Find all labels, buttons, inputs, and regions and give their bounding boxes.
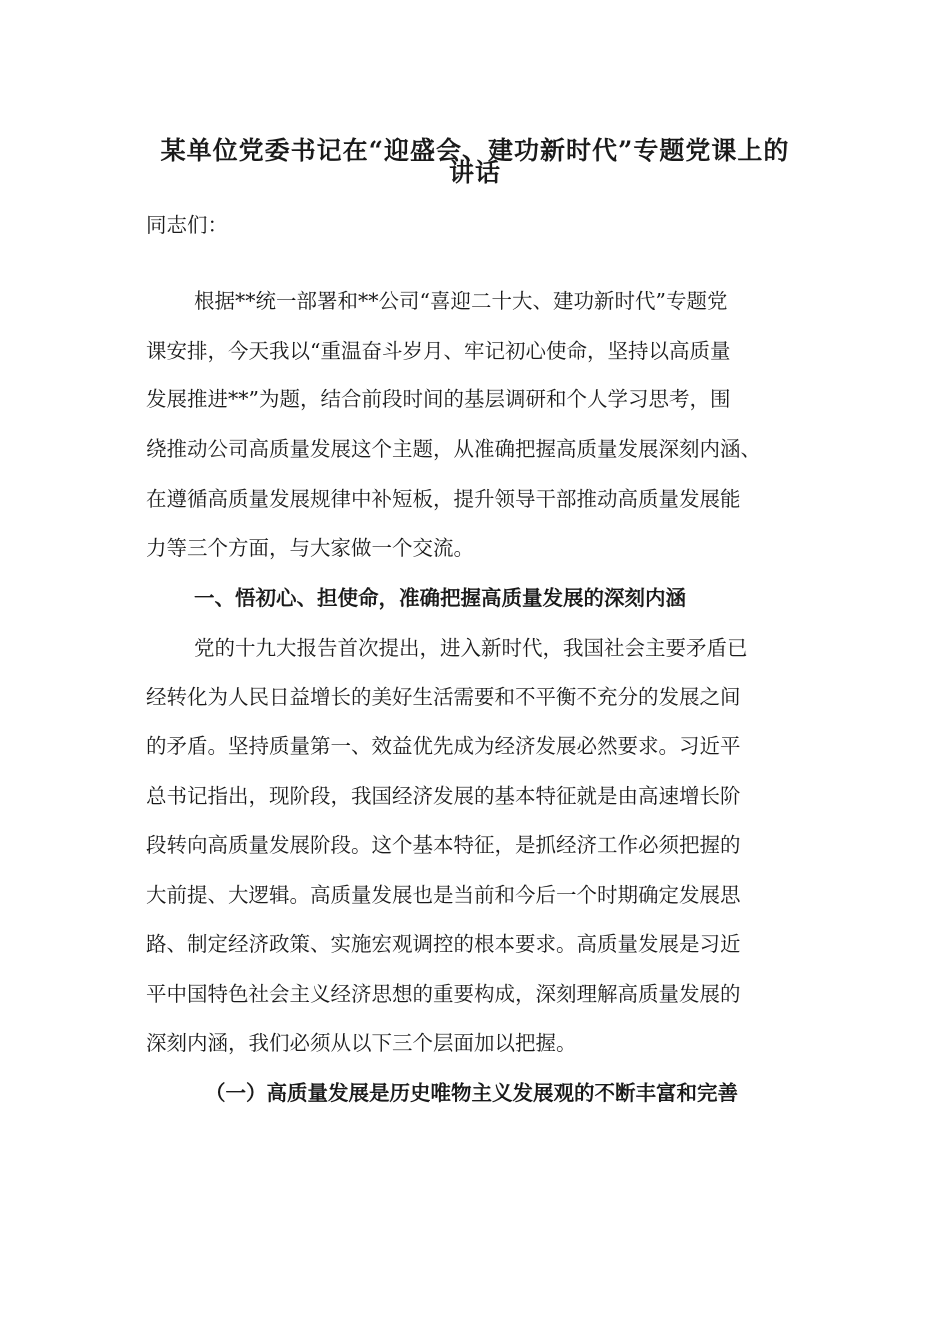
document-title-line2: 讲话 [448,158,501,187]
paragraph-line: 根据**统一部署和**公司“喜迎二十大、建功新时代”专题党 [194,289,728,313]
paragraph-line: 路、制定经济政策、实施宏观调控的根本要求。高质量发展是习近 [146,932,741,956]
paragraph-line: 段转向高质量发展阶段。这个基本特征，是抓经济工作必须把握的 [146,833,741,857]
paragraph-line: 平中国特色社会主义经济思想的重要构成，深刻理解高质量发展的 [146,982,741,1006]
paragraph-line: 大前提、大逻辑。高质量发展也是当前和今后一个时期确定发展思 [146,883,741,907]
paragraph-line: 力等三个方面，与大家做一个交流。 [146,536,474,560]
paragraph-line: 深刻内涵，我们必须从以下三个层面加以把握。 [146,1031,577,1055]
salutation: 同志们： [146,213,228,237]
paragraph-line: 绕推动公司高质量发展这个主题，从准确把握高质量发展深刻内涵、 [146,437,761,461]
subsection-heading: （一）高质量发展是历史唯物主义发展观的不断丰富和完善 [205,1081,738,1105]
paragraph-line: 总书记指出，现阶段，我国经济发展的基本特征就是由高速增长阶 [146,784,741,808]
paragraph-line: 课安排，今天我以“重温奋斗岁月、牢记初心使命，坚持以高质量 [146,339,731,363]
paragraph-line: 发展推进**”为题，结合前段时间的基层调研和个人学习思考，围 [146,387,731,411]
section-heading: 一、悟初心、担使命，准确把握高质量发展的深刻内涵 [194,586,686,610]
paragraph-line: 党的十九大报告首次提出，进入新时代，我国社会主要矛盾已 [194,636,748,660]
paragraph-line: 经转化为人民日益增长的美好生活需要和不平衡不充分的发展之间 [146,685,741,709]
paragraph-line: 的矛盾。坚持质量第一、效益优先成为经济发展必然要求。习近平 [146,734,741,758]
paragraph-line: 在遵循高质量发展规律中补短板，提升领导干部推动高质量发展能 [146,487,741,511]
document-title-line1: 某单位党委书记在“迎盛会、建功新时代”专题党课上的 [160,136,790,165]
